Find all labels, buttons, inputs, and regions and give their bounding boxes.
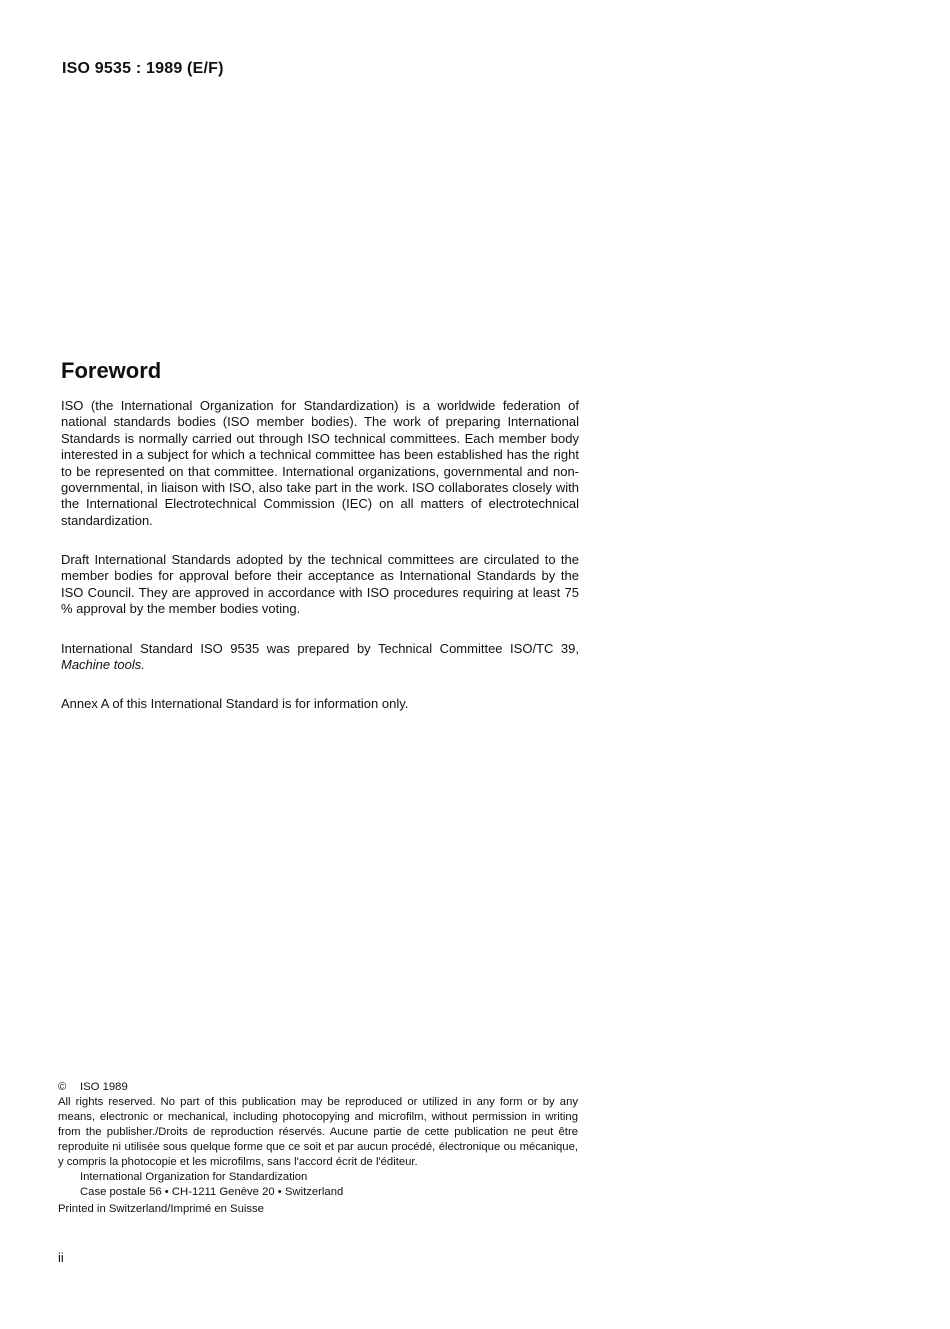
organization-address: Case postale 56 • CH-1211 Genève 20 • Switzerland	[80, 1186, 344, 1198]
foreword-paragraph-3	[61, 641, 579, 674]
committee-title: Machine tools.	[61, 657, 145, 673]
organization-name: International Organization for Standardization	[80, 1171, 308, 1183]
foreword-paragraph-3-text: International Standard ISO 9535 was prepared by Technical Committee ISO/TC 39,	[61, 641, 579, 656]
copyright-block	[58, 1080, 578, 1217]
copyright-line	[58, 1080, 578, 1095]
rights-statement: All rights reserved. No part of this publication may be reproduced or utilized in any form or by any means, electronic or mechanical, including photocopying and microfilm, without permission in writing from the publisher./Droits de reproduction réservés. Aucune partie de cette publication ne peut être reproduite ni utilisée sous quelque forme que ce soit et par aucun procédé, électronique ou mécanique, y compris la photocopie et les microfilms, sans l'accord écrit de l'éditeur.	[58, 1096, 578, 1168]
page-number: ii	[58, 1250, 64, 1265]
document-code: ISO 9535 : 1989 (E/F)	[62, 60, 224, 77]
copyright-symbol: ©	[58, 1081, 67, 1093]
foreword-paragraph-1: ISO (the International Organization for Standardization) is a worldwide federation of national standards bodies (ISO member bodies). The work of preparing International Standards is normally carried out through ISO technical committees. Each member body interested in a subject for which a technical committee has been established has the right to be represented on that committee. International organizations, governmental and non-governmental, in liaison with ISO, also take part in the work. ISO collaborates closely with the International Electrotechnical Commission (IEC) on all matters of electrotechnical standardization.	[61, 398, 579, 528]
printed-in: Printed in Switzerland/Imprimé en Suisse	[58, 1203, 264, 1215]
copyright-owner-year: ISO 1989	[80, 1081, 128, 1093]
foreword-paragraph-2: Draft International Standards adopted by the technical committees are circulated to the member bodies for approval before their acceptance as International Standards by the ISO Council. They are approved in accordance with ISO procedures requiring at least 75 % approval by the member bodies voting.	[61, 552, 579, 617]
foreword-heading: Foreword	[61, 358, 162, 383]
foreword-paragraph-4: Annex A of this International Standard is for information only.	[61, 696, 409, 711]
